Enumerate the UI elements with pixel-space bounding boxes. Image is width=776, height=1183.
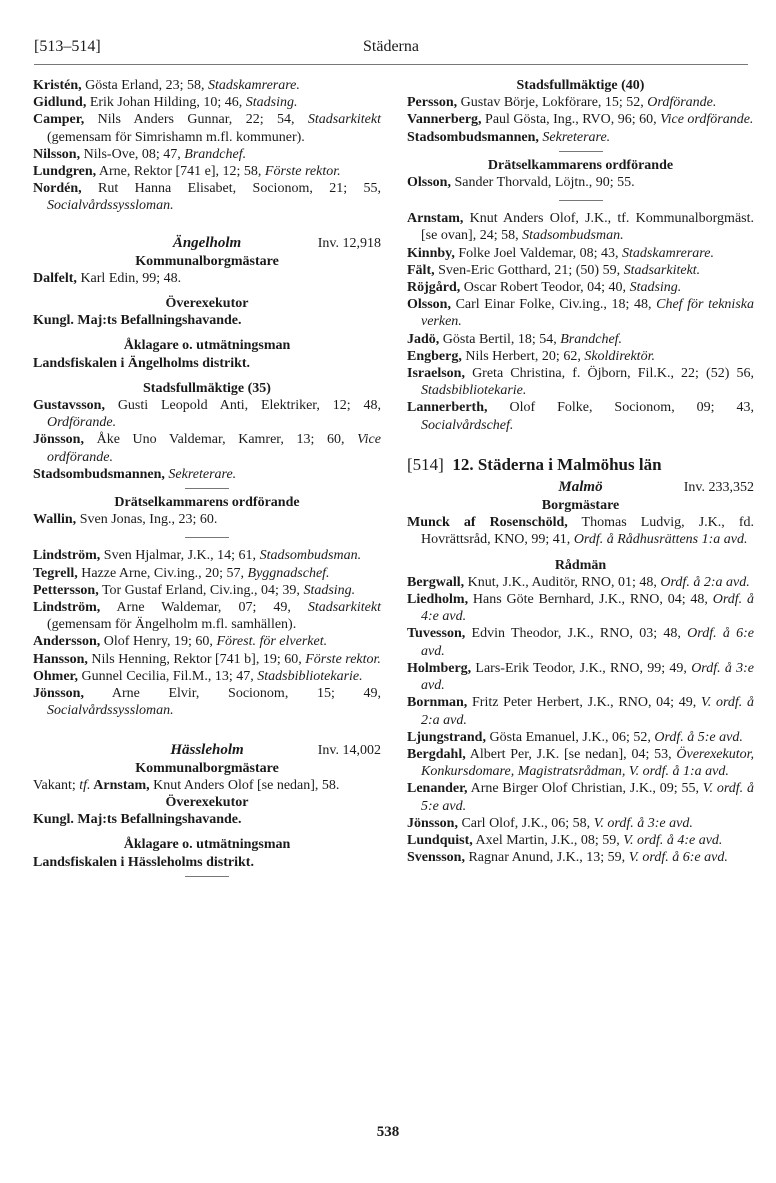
section-title: Kommunalborgmästare [135, 253, 279, 269]
divider [185, 876, 229, 877]
list-item: Gustavsson, Gusti Leopold Anti, Elektriker, 12; 48, Ordförande. [33, 398, 381, 431]
town-heading-malmo [407, 479, 754, 497]
town-name: Hässleholm [170, 741, 244, 758]
list-item: Jönsson, Carl Olof, J.K., 06; 58, V. ordf. å 3:e avd. [407, 815, 693, 831]
list-item: Nilsson, Nils-Ove, 08; 47, Brandchef. [33, 146, 247, 162]
list-item: Holmberg, Lars-Erik Teodor, J.K., RNO, 99; 49, Ordf. å 3:e avd. [407, 660, 754, 694]
list-item: Vannerberg, Paul Gösta, Ing., RVO, 96; 60, Vice ordförande. [407, 112, 754, 128]
section-title: Drätselkammarens ordförande [487, 157, 674, 173]
list-item: Stadsombudsmannen, Sekreterare. [407, 129, 611, 145]
section-title: Överexekutor [165, 794, 249, 810]
list-item: Kristén, Gösta Erland, 23; 58, Stadskamrerare. [33, 78, 300, 93]
list-item: Vakant; tf. Arnstam, Knut Anders Olof [se nedan], 58. [33, 777, 340, 793]
section-line: Landsfiskalen i Hässleholms distrikt. [33, 854, 254, 870]
left-column [33, 77, 381, 882]
section-title: Överexekutor [165, 296, 249, 312]
section-title: Kommunalborgmästare [135, 760, 279, 776]
list-item: Nordén, Rut Hanna Elisabet, Socionom, 21; 55, Socialvårdssyssloman. [33, 181, 381, 214]
divider [559, 151, 603, 152]
list-item: Engberg, Nils Herbert, 20; 62, Skoldirektör. [407, 348, 655, 364]
list-item: Fält, Sven-Eric Gotthard, 21; (50) 59, Stadsarkitekt. [407, 262, 701, 278]
population-value: Inv. 12,918 [317, 235, 381, 251]
list-item: Stadsombudsmannen, Sekreterare. [33, 466, 237, 482]
section-range: [513–514] [34, 38, 101, 55]
population-value: Inv. 14,002 [317, 742, 381, 758]
list-item: Pettersson, Tor Gustaf Erland, Civ.ing., 04; 39, Stadsing. [33, 582, 356, 598]
list-item: Olsson, Sander Thorvald, Löjtn., 90; 55. [407, 175, 635, 191]
header-rule [34, 64, 748, 65]
list-item: Bergdahl, Albert Per, J.K. [se nedan], 04; 53, Överexekutor, Konkursdomare, Magistratsrådman, V. ordf. å 1:a avd. [407, 746, 754, 780]
section-line: Kungl. Maj:ts Befallningshavande. [33, 313, 242, 329]
divider [185, 488, 229, 489]
chapter-number: [514] [407, 454, 444, 474]
section-title: Rådmän [554, 557, 607, 573]
page-number: 538 [376, 1124, 400, 1140]
list-item: Andersson, Olof Henry, 19; 60, Förest. för elverket. [33, 634, 328, 650]
page-title: Städerna [363, 38, 419, 55]
list-item: Lundquist, Axel Martin, J.K., 08; 59, V. ordf. å 4:e avd. [407, 832, 723, 848]
list-item: Röjgård, Oscar Robert Teodor, 04; 40, Stadsing. [407, 280, 682, 296]
list-item: Dalfelt, Karl Edin, 99; 48. [33, 270, 182, 286]
chapter-heading [407, 456, 754, 473]
section-title: Åklagare o. utmätningsman [123, 837, 291, 853]
right-column [407, 77, 754, 866]
town-name: Malmö [558, 479, 603, 496]
list-item: Olsson, Carl Einar Folke, Civ.ing., 18; 48, Chef för tekniska verken. [407, 297, 754, 330]
list-item: Svensson, Ragnar Anund, J.K., 13; 59, V. ordf. å 6:e avd. [407, 850, 728, 866]
list-item: Jadö, Gösta Bertil, 18; 54, Brandchef. [407, 331, 623, 347]
chapter-title: 12. Städerna i Malmöhus län [452, 454, 662, 474]
list-item: Israelson, Greta Christina, f. Öjborn, Fil.K., 22; (52) 56, Stadsbibliotekarie. [407, 366, 754, 399]
list-item: Lindström, Sven Hjalmar, J.K., 14; 61, Stadsombudsman. [33, 548, 362, 564]
list-item: Tegrell, Hazze Arne, Civ.ing., 20; 57, Byggnadschef. [33, 565, 330, 581]
list-item: Bornman, Fritz Peter Herbert, J.K., RNO, 04; 49, V. ordf. å 2:a avd. [407, 695, 754, 728]
town-heading-angelholm [33, 235, 381, 253]
section-line: Kungl. Maj:ts Befallningshavande. [33, 812, 242, 828]
section-title: Borgmästare [541, 498, 620, 514]
divider [185, 537, 229, 538]
list-item: Wallin, Sven Jonas, Ing., 23; 60. [33, 512, 218, 528]
list-item: Jönsson, Åke Uno Valdemar, Kamrer, 13; 60, Vice ordförande. [33, 432, 381, 465]
list-item: Kinnby, Folke Joel Valdemar, 08; 43, Stadskamrerare. [407, 245, 714, 261]
list-item: Munck af Rosenschöld, Thomas Ludvig, J.K., fd. Hovrättsråd, KNO, 99; 41, Ordf. å Rådhusrättens 1:a avd. [407, 515, 754, 548]
list-item: Lannerberth, Olof Folke, Socionom, 09; 43, Socialvårdschef. [407, 400, 754, 433]
list-item: Hansson, Nils Henning, Rektor [741 b], 19; 60, Förste rektor. [33, 651, 381, 667]
section-title: Drätselkammarens ordförande [114, 495, 300, 511]
list-item: Camper, Nils Anders Gunnar, 22; 54, Stadsarkitekt (gemensam för Simrishamn m.fl. kommuner). [33, 112, 381, 145]
town-heading-hassleholm [33, 742, 381, 760]
section-title: Stadsfullmäktige (40) [516, 78, 645, 93]
list-item: Liedholm, Hans Göte Bernhard, J.K., RNO, 04; 48, Ordf. å 4:e avd. [407, 592, 754, 625]
population-value: Inv. 233,352 [683, 480, 754, 496]
list-item: Lenander, Arne Birger Olof Christian, J.K., 09; 55, V. ordf. å 5:e avd. [407, 781, 754, 814]
list-item: Bergwall, Knut, J.K., Auditör, RNO, 01; 48, Ordf. å 2:a avd. [407, 574, 750, 590]
town-name: Ängelholm [172, 234, 242, 251]
section-line: Landsfiskalen i Ängelholms distrikt. [33, 355, 251, 371]
divider [559, 200, 603, 201]
page-header [34, 38, 748, 62]
list-item: Persson, Gustav Börje, Lokförare, 15; 52, Ordförande. [407, 95, 717, 111]
list-item: Ljungstrand, Gösta Emanuel, J.K., 06; 52, Ordf. å 5:e avd. [407, 729, 743, 745]
list-item: Tuvesson, Edvin Theodor, J.K., RNO, 03; 48, Ordf. å 6:e avd. [407, 626, 755, 659]
list-item: Arnstam, Knut Anders Olof, J.K., tf. Kommunalborgmäst. [se ovan], 24; 58, Stadsombudsman. [407, 211, 754, 244]
section-title: Åklagare o. utmätningsman [123, 338, 291, 354]
list-item: Jönsson, Arne Elvir, Socionom, 15; 49, Socialvårdssyssloman. [33, 686, 381, 719]
list-item: Lindström, Arne Waldemar, 07; 49, Stadsarkitekt (gemensam för Ängelholm m.fl. samhällen). [33, 600, 381, 633]
list-item: Gidlund, Erik Johan Hilding, 10; 46, Stadsing. [33, 95, 298, 111]
list-item: Ohmer, Gunnel Cecilia, Fil.M., 13; 47, Stadsbibliotekarie. [33, 668, 363, 684]
list-item: Lundgren, Arne, Rektor [741 e], 12; 58, Förste rektor. [33, 164, 341, 180]
section-title: Stadsfullmäktige (35) [143, 380, 271, 396]
